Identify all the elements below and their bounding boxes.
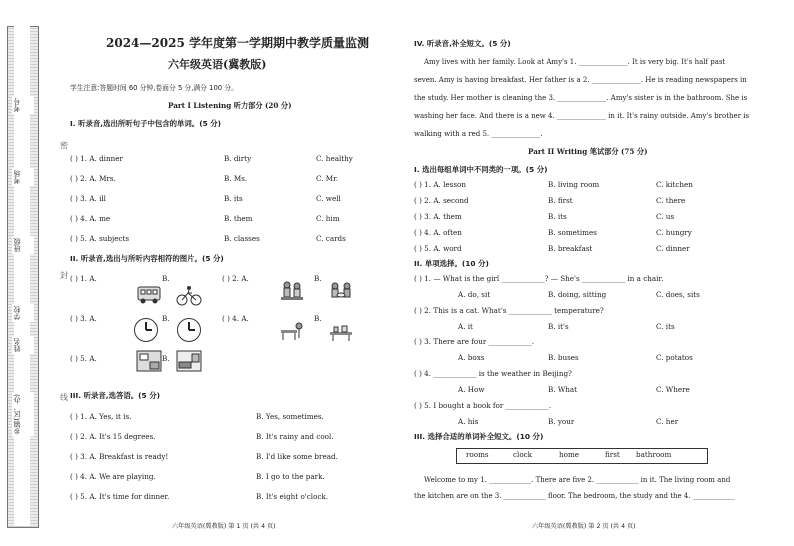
odd-q5[interactable]: ( ) 5. A. word [414, 244, 462, 253]
choice-q5-b: B. your [548, 417, 575, 426]
label-exam-room: 考场 [12, 168, 34, 186]
bicycle-icon [176, 285, 202, 307]
listen-q3-c: C. well [316, 194, 341, 203]
people-eating-icon [328, 280, 354, 302]
label-class: 班级 [12, 236, 34, 254]
picture-q5-b: B. [162, 354, 170, 363]
odd-q1-c: C. kitchen [656, 180, 693, 189]
picture-q2-b: B. [314, 274, 322, 283]
listen-q3[interactable]: ( ) 3. A. ill [70, 194, 106, 203]
reply-q4-b: B. I go to the park. [256, 472, 325, 481]
reply-q2-b: B. It's rainy and cool. [256, 432, 334, 441]
family-cooking-icon [279, 280, 305, 302]
passage-line-2: seven. Amy is having breakfast. Her father is a 2. ______________. He is reading newspapers in [414, 76, 747, 84]
choice-q4-b: B. What [548, 385, 578, 394]
choice-q1-a: A. do, sit [458, 290, 491, 299]
odd-q2-b: B. first [548, 196, 573, 205]
listen-q2-c: C. Mr. [316, 174, 339, 183]
odd-q5-c: C. dinner [656, 244, 690, 253]
odd-q1-b: B. living room [548, 180, 600, 189]
listen-q4-b: B. them [224, 214, 253, 223]
listen-q2[interactable]: ( ) 2. A. Mrs. [70, 174, 116, 183]
kitchen-table-icon [328, 320, 354, 342]
exam-subtitle: 六年级英语(冀教版) [168, 58, 267, 71]
bus-icon [136, 283, 162, 305]
cloze-line-2: the kitchen are on the 3. ____________ floor. The bedroom, the study and the 4. ____________ [414, 492, 735, 500]
student-notice: 学生注意:答题时间 60 分钟,卷面分 5 分,满分 100 分。 [70, 84, 238, 92]
reply-q1-b: B. Yes, sometimes. [256, 412, 324, 421]
word-bank-item: bathroom [636, 450, 672, 459]
listen-q4[interactable]: ( ) 4. A. me [70, 214, 111, 223]
choice-q2-b: B. it's [548, 322, 569, 331]
odd-q5-b: B. breakfast [548, 244, 593, 253]
label-township: 乡镇(区、办) [12, 392, 34, 436]
part2-heading: Part II Writing 笔试部分 (75 分) [528, 147, 648, 156]
reply-q1-a[interactable]: ( ) 1. A. Yes, it is. [70, 412, 132, 421]
odd-q4-c: C. hungry [656, 228, 692, 237]
part1-heading: Part I Listening 听力部分 (20 分) [168, 101, 292, 110]
reply-q3-a[interactable]: ( ) 3. A. Breakfast is ready! [70, 452, 169, 461]
reply-q4-a[interactable]: ( ) 4. A. We are playing. [70, 472, 156, 481]
odd-q4[interactable]: ( ) 4. A. often [414, 228, 462, 237]
picture-q1-b: B. [162, 274, 170, 283]
choice-q3-c: C. potatos [656, 353, 693, 362]
choice-q5[interactable]: ( ) 5. I bought a book for ____________. [414, 401, 551, 410]
word-bank-item: first [605, 450, 620, 459]
picture-q4-b: B. [314, 314, 322, 323]
clock-b-icon [177, 318, 201, 342]
word-bank-item: rooms [466, 450, 489, 459]
choice-q4-c: C. Where [656, 385, 690, 394]
cut-mark-line: 线 [60, 393, 68, 402]
listen-q5-b: B. classes [224, 234, 260, 243]
listen-q1-c: C. healthy [316, 154, 353, 163]
label-name: 姓名 [12, 336, 34, 354]
reply-q5-b: B. It's eight o'clock. [256, 492, 329, 501]
listen-q1[interactable]: ( ) 1. A. dinner [70, 154, 123, 163]
label-school: 学校 [12, 304, 34, 322]
picture-q1[interactable]: ( ) 1. A. [70, 274, 97, 283]
passage-line-3: the study. Her mother is cleaning the 3. ______________. Amy's sister is in the bathroom. She is [414, 94, 748, 102]
clock-a-icon [134, 318, 158, 342]
choice-q1[interactable]: ( ) 1. — What is the girl ____________? — She's ____________ in a chair. [414, 274, 664, 283]
listen-q2-b: B. Ms. [224, 174, 248, 183]
classroom-desk-icon [279, 320, 305, 342]
binding-strip [0, 0, 46, 546]
section-III-title: III. 听录音,选答语。(5 分) [70, 391, 161, 400]
choice-q4[interactable]: ( ) 4. ____________ is the weather in Beijing? [414, 369, 572, 378]
odd-q3[interactable]: ( ) 3. A. them [414, 212, 462, 221]
choice-q3-b: B. buses [548, 353, 579, 362]
choice-q4-a: A. How [458, 385, 485, 394]
page2-footer: 六年级英语(冀教版) 第 2 页 (共 4 页) [532, 523, 636, 530]
writing-section-II-title: II. 单项选择。(10 分) [414, 259, 489, 268]
odd-q1[interactable]: ( ) 1. A. lesson [414, 180, 466, 189]
odd-q3-b: B. its [548, 212, 567, 221]
listen-q4-c: C. him [316, 214, 340, 223]
cut-mark-seal: 封 [60, 271, 68, 280]
choice-q5-c: C. her [656, 417, 679, 426]
section-II-title: II. 听录音,选出与所听内容相符的图片。(5 分) [70, 254, 224, 263]
label-exam-number: 考号 [12, 96, 34, 114]
cloze-line-1: Welcome to my 1. ____________. There are five 2. ____________ in it. The living room and [424, 476, 731, 484]
writing-section-I-title: I. 选出每组单词中不同类的一项。(5 分) [414, 165, 548, 174]
page1-footer: 六年级英语(冀教版) 第 1 页 (共 4 页) [172, 523, 276, 530]
odd-q2[interactable]: ( ) 2. A. second [414, 196, 469, 205]
listen-q3-b: B. its [224, 194, 243, 203]
odd-q3-c: C. us [656, 212, 675, 221]
listen-q5-c: C. cards [316, 234, 346, 243]
exam-title: 2024—2025 学年度第一学期期中教学质量监测 [106, 36, 369, 50]
reply-q3-b: B. I'd like some bread. [256, 452, 338, 461]
picture-q2[interactable]: ( ) 2. A. [222, 274, 249, 283]
word-bank-item: clock [513, 450, 533, 459]
room-scene-icon [136, 350, 162, 372]
picture-q4[interactable]: ( ) 4. A. [222, 314, 249, 323]
writing-section-III-title: III. 选择合适的单词补全短文。(10 分) [414, 432, 544, 441]
choice-q3[interactable]: ( ) 3. There are four ____________. [414, 337, 534, 346]
choice-q1-c: C. does, sits [656, 290, 700, 299]
picture-q3[interactable]: ( ) 3. A. [70, 314, 97, 323]
choice-q2-c: C. its [656, 322, 675, 331]
passage-line-1: Amy lives with her family. Look at Amy's 1. ______________. It is very big. It's half past [424, 58, 726, 66]
passage-line-5: walking with a red 5. ______________. [414, 130, 543, 138]
choice-q2-a: A. it [458, 322, 473, 331]
word-bank-item: home [559, 450, 580, 459]
choice-q2[interactable]: ( ) 2. This is a cat. What's ____________ temperature? [414, 306, 604, 315]
reply-q5-a[interactable]: ( ) 5. A. It's time for dinner. [70, 492, 170, 501]
picture-q5[interactable]: ( ) 5. A. [70, 354, 97, 363]
reply-q2-a[interactable]: ( ) 2. A. It's 15 degrees. [70, 432, 156, 441]
listen-q1-b: B. dirty [224, 154, 252, 163]
odd-q4-b: B. sometimes [548, 228, 597, 237]
choice-q1-b: B. doing, sitting [548, 290, 607, 299]
picture-q3-b: B. [162, 314, 170, 323]
choice-q3-a: A. boxs [458, 353, 485, 362]
section-IV-title: IV. 听录音,补全短文。(5 分) [414, 39, 511, 48]
choice-q5-a: A. his [458, 417, 479, 426]
passage-line-4: washing her face. And there is a new 4. ______________ in it. It's rainy outside. Amy's brother is [414, 112, 750, 120]
listen-q5[interactable]: ( ) 5. A. subjects [70, 234, 130, 243]
odd-q2-c: C. there [656, 196, 686, 205]
living-room-icon [176, 350, 202, 372]
section-I-title: I. 听录音,选出所听句子中包含的单词。(5 分) [70, 119, 222, 128]
